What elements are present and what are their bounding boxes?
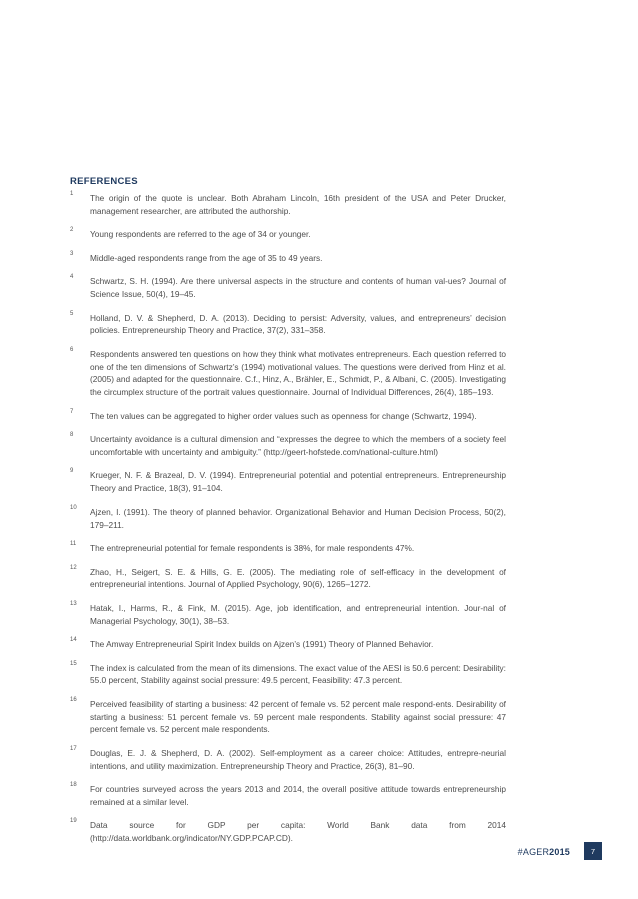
reference-text: Krueger, N. F. & Brazeal, D. V. (1994). Entrepreneurial potential and potential entrepreneurs. Entrepreneurship Theory and Practice, 18(3), 91–104. [90,470,506,494]
reference-item [70,566,506,592]
reference-number: 5 [70,310,74,317]
reference-number: 3 [70,250,74,257]
reference-text: Perceived feasibility of starting a business: 42 percent of female vs. 52 percent male respond-ents. Desirability of starting a business: 51 percent female vs. 59 percent male respondents. Stability against social pressure: 47 percent female vs. 52 percent male respondents. [90,698,506,735]
reference-item [70,662,506,688]
references-list [70,192,506,856]
reference-number: 14 [70,637,77,644]
reference-text: Ajzen, I. (1991). The theory of planned behavior. Organizational Behavior and Human Decision Process, 50(2), 179–211. [90,506,506,530]
reference-number: 18 [70,782,77,789]
reference-number: 1 [70,191,74,197]
reference-text: The index is calculated from the mean of its dimensions. The exact value of the AESI is 50.6 percent: Desirability: 55.0 percent, Stability against social pressure: 49.5 percent, Feasibility: 47.3 percent. [90,662,506,686]
reference-text: The ten values can be aggregated to higher order values such as openness for change (Schwartz, 1994). [90,410,477,421]
reference-number: 16 [70,696,77,703]
reference-item [70,192,506,218]
reference-text: For countries surveyed across the years 2013 and 2014, the overall positive attitude towards entrepreneurship remained at a similar level. [90,784,506,807]
reference-number: 17 [70,745,77,752]
reference-text: Zhao, H., Seigert, S. E. & Hills, G. E. (2005). The mediating role of self-efficacy in the development of entrepreneurial intentions. Journal of Applied Psychology, 90(6), 1265–1272. [90,566,506,590]
references-heading: REFERENCES [70,176,138,187]
reference-item [70,312,506,338]
reference-number: 6 [70,346,74,353]
reference-item [70,433,506,459]
reference-number: 13 [70,600,77,607]
reference-item [70,747,506,773]
page-number: 7 [584,842,602,860]
reference-text: Uncertainty avoidance is a cultural dimension and “expresses the degree to which the members of a society feel uncomfortable with uncertainty and ambiguity.” (http://geert-hofstede.com/national-culture.html) [90,434,506,457]
reference-text: Hatak, I., Harms, R., & Fink, M. (2015). Age, job identification, and entrepreneurial intention. Jour-nal of Managerial Psychology, 30(1), 38–53. [90,602,506,626]
reference-item [70,542,506,555]
reference-text: Holland, D. V. & Shepherd, D. A. (2013). Deciding to persist: Adversity, values, and entrepreneurs’ decision policies. Entrepreneurship Theory and Practice, 37(2), 331–358. [90,312,506,336]
hashtag-year: 2015 [549,847,570,857]
reference-number: 8 [70,432,74,439]
reference-item [70,783,506,809]
hashtag-prefix: #AGER [517,847,550,857]
reference-item [70,228,506,241]
reference-item [70,819,506,845]
reference-text: Middle-aged respondents range from the age of 35 to 49 years. [90,252,323,263]
reference-item [70,506,506,532]
reference-number: 12 [70,564,77,571]
reference-item [70,252,506,265]
reference-item [70,275,506,301]
reference-text: The Amway Entrepreneurial Spirit Index builds on Ajzen’s (1991) Theory of Planned Behavior. [90,639,434,650]
reference-item [70,638,506,651]
reference-item [70,469,506,495]
reference-number: 15 [70,660,77,667]
reference-item [70,348,506,399]
reference-number: 7 [70,408,74,415]
reference-text: Schwartz, S. H. (1994). Are there universal aspects in the structure and contents of human val-ues? Journal of Science Issue, 50(4), 19–45. [90,276,506,300]
reference-text: The origin of the quote is unclear. Both Abraham Lincoln, 16th president of the USA and Peter Drucker, management researcher, are attributed the authorship. [90,193,506,216]
reference-item [70,602,506,628]
reference-text: Respondents answered ten questions on how they think what motivates entrepreneurs. Each question referred to one of the ten dimensions of Schwartz’s (1994) motivational values. The questions were derived from Hinz et al. (2005) and adapted for the questionnaire. C.f., Hinz, A., Brähler, E., Schmidt, P., & Albani, C. (2005). Investigating the circumplex structure of the portrait values questionnaire. Journal of Individual Differences, 26(4), 185–193. [90,348,506,398]
reference-number: 11 [70,541,77,548]
reference-number: 19 [70,818,77,825]
reference-text: Douglas, E. J. & Shepherd, D. A. (2002). Self-employment as a career choice: Attitudes, entrepre-neurial intentions, and utility maximization. Entrepreneurship Theory and Practice, 26(3), 81–90. [90,747,506,771]
reference-number: 4 [70,274,74,281]
reference-number: 2 [70,227,74,234]
reference-number: 10 [70,504,77,511]
reference-number: 9 [70,468,74,475]
reference-text: Data source for GDP per capita: World Bank data from 2014 (http://data.worldbank.org/indicator/NY.GDP.PCAP.CD). [90,820,506,844]
reference-item [70,410,506,423]
reference-text: Young respondents are referred to the age of 34 or younger. [90,229,311,240]
reference-text: The entrepreneurial potential for female respondents is 38%, for male respondents 47%. [90,543,415,554]
reference-item [70,698,506,736]
report-hashtag [518,847,570,857]
